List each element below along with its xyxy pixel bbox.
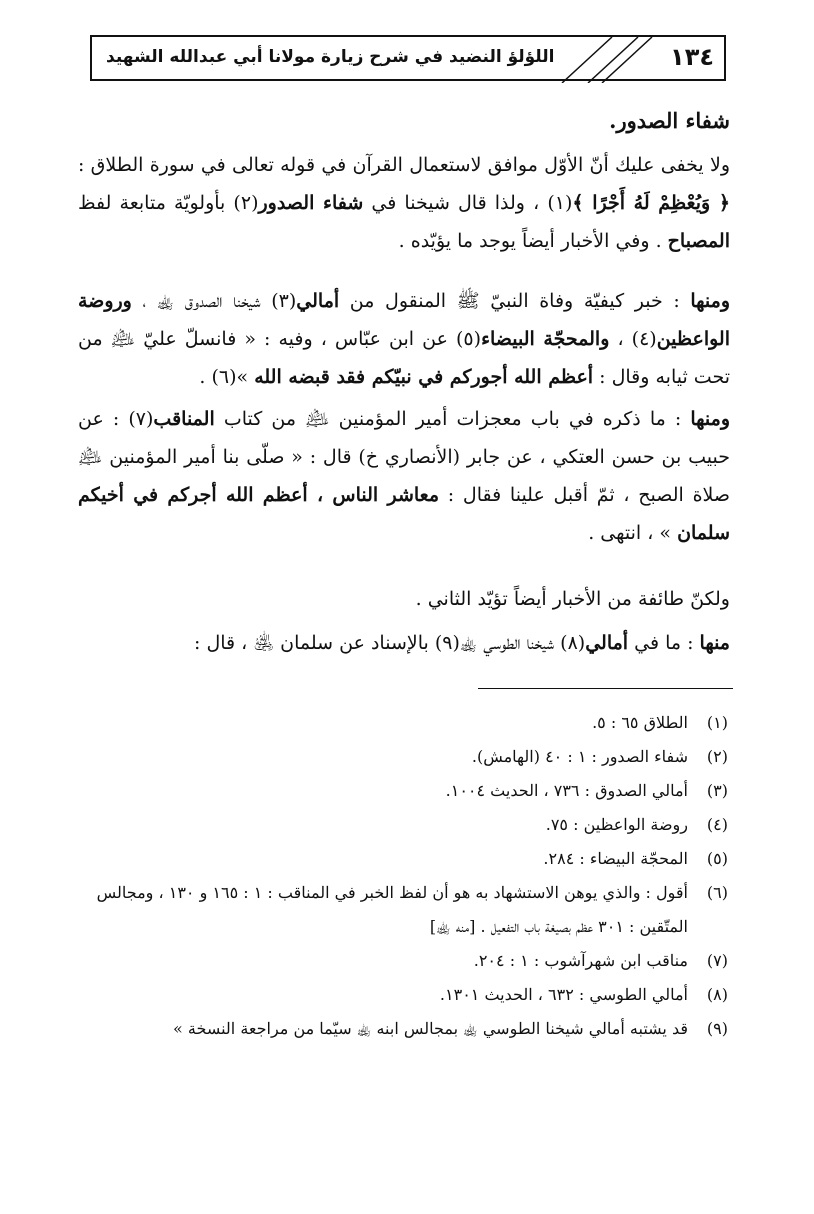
footnotes [78,706,728,1046]
text-run: (١) ، ولذا قال شيخنا في [363,192,573,214]
footnote-text: قد يشتبه أمالي شيخنا الطوسي ﵀ بمجالس ابنه ﵀ سيّما من مراجعة النسخة » [173,1019,688,1038]
text-run: (٥) عن ابن عبّاس ، وفيه : « فانسلّ عليّ ﵇ من تحت ثيابه وقال : [78,328,730,388]
footnote [78,842,728,876]
paragraph-4 [78,580,730,618]
footnote [78,774,728,808]
text-run: (٧) : عن حبيب بن حسن العتكي ، عن جابر (الأنصاري خ) قال : « صلّى بنا أمير المؤمنين ﵇ صلاة الصبح ، ثمّ أقبل علينا فقال : [78,408,730,506]
bold-run: المناقب [153,408,215,430]
bold-run: شفاء الصدور [616,108,730,133]
footnote-text: شفاء الصدور : ١ : ٤٠ (الهامش). [471,747,688,766]
text-run: »(٦) . [199,366,255,388]
footnote [78,876,728,944]
footnote-number: (٥) [706,849,728,868]
footnote-text: المحجّة البيضاء : ٢٨٤. [543,849,688,868]
footnote-number: (٨) [706,985,728,1004]
bold-run: أمالي [585,632,629,654]
text-run: ولا يخفى عليك أنّ الأوّل موافق لاستعمال القرآن في قوله تعالى في سورة الطلاق : [78,154,731,176]
text-run: (٣) شيخنا الصدوق ﵀ ، [131,290,297,312]
footnote [78,1012,728,1046]
bold-run: والمحجّة البيضاء [481,328,610,350]
bold-run: معاشر الناس ، أعظم الله أجركم في أخيكم سلمان [78,484,730,544]
running-header [90,35,726,81]
bold-run: ومنها [690,290,730,312]
footnote-number: (٢) [706,747,728,766]
text-run: (٤) ، [609,328,657,350]
footnote [78,978,728,1012]
footnote-text: أمالي الصدوق : ٧٣٦ ، الحديث ١٠٠٤. [445,781,688,800]
para-text [78,282,730,396]
paragraph-1 [78,146,730,260]
footnote [78,944,728,978]
footnote [78,808,728,842]
footnote-text: أمالي الطوسي : ٦٣٢ ، الحديث ١٣٠١. [439,985,688,1004]
paragraph-5 [78,624,730,662]
bold-run: أعظم الله أجوركم في نبيّكم فقد قبضه الله [254,366,594,388]
page-number: ١٣٤ [670,43,714,71]
para-text [78,146,730,260]
para-text [78,580,730,618]
footnote-number: (٣) [706,781,728,800]
bold-run: أمالي [296,290,340,312]
text-run: » ، انتهى . [588,522,678,544]
footnote [78,740,728,774]
book-title: اللؤلؤ النضيد في شرح زيارة مولانا أبي عبدالله الشهيد [106,47,555,67]
footnote-text: أقول : والذي يوهن الاستشهاد به هو أن لفظ الخبر في المناقب : ١ : ١٦٥ و ١٣٠ ، ومجالس المتّقين : ٣٠١ عظم بصيغة باب التفعيل . [منه ﵀] [96,883,688,936]
footnote-number: (١) [706,713,728,732]
footnote-text: روضة الواعظين : ٧٥. [545,815,688,834]
text-run: : ما ذكره في باب معجزات أمير المؤمنين ﵇ من كتاب [214,408,691,430]
footnote-number: (٤) [706,815,728,834]
footnote-number: (٩) [706,1019,728,1038]
text-run: . [609,108,617,133]
text-run: : خبر كيفيّة وفاة النبيّ ﷺ المنقول من [339,290,691,312]
footnote-separator [478,688,733,689]
footnote-text: مناقب ابن شهرآشوب : ١ : ٢٠٤. [473,951,688,970]
text-run: : ما في [628,632,700,654]
bold-run: المصباح [667,230,730,252]
text-run: (٨) شيخنا الطوسي ﵀(٩) بالإسناد عن سلمان ﵁ ، قال : [194,632,586,654]
bold-run: شفاء الصدور [258,192,364,214]
paragraph-3 [78,400,730,552]
footnote [78,706,728,740]
text-run: (٢) بأولويّة متابعة لفظ [78,192,259,214]
footnote-number: (٦) [706,883,728,902]
bold-run: وروضة الواعظين [78,290,730,350]
paragraph-2 [78,282,730,396]
para-text [78,102,730,140]
bold-run: منها [699,632,730,654]
footnote-number: (٧) [706,951,728,970]
footnote-text: الطلاق ٦٥ : ٥. [592,713,688,732]
para-text [78,624,730,662]
paragraph-0 [78,102,730,140]
para-text [78,400,730,552]
bold-run: ومنها [690,408,730,430]
bold-run: ﴿ وَيُعْظِمْ لَهُ أَجْرًا ﴾ [572,192,730,214]
text-run: ولكنّ طائفة من الأخبار أيضاً تؤيّد الثاني . [415,588,730,610]
text-run: . وفي الأخبار أيضاً يوجد ما يؤيّده . [398,230,668,252]
